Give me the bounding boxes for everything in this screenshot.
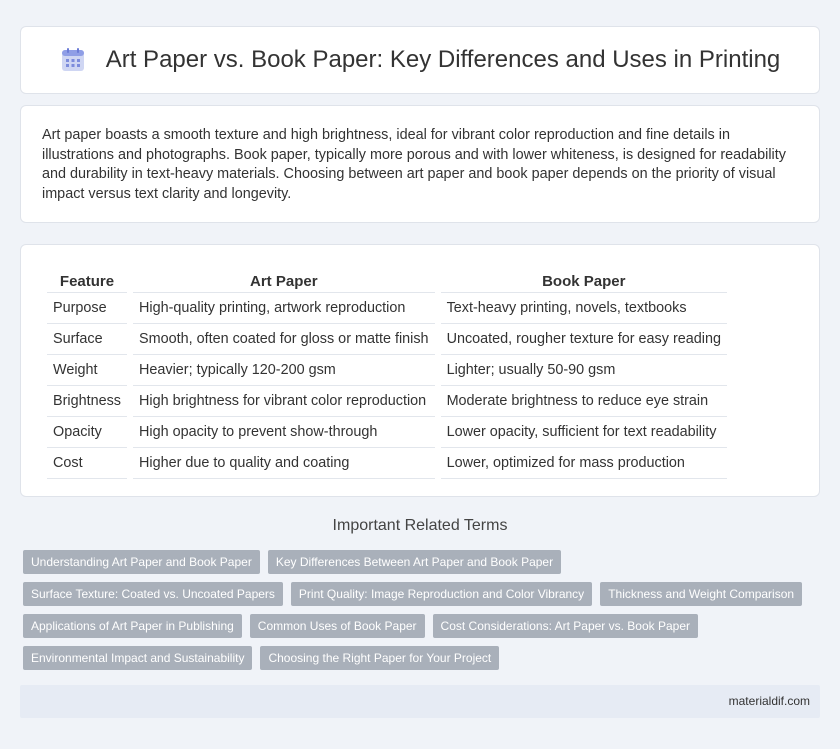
page-title: Art Paper vs. Book Paper: Key Differences and Uses in Printing (105, 46, 781, 73)
table-cell: Moderate brightness to reduce eye strain (441, 386, 727, 417)
table-cell: Surface (47, 324, 127, 355)
table-cell: Cost (47, 448, 127, 479)
table-cell: Higher due to quality and coating (133, 448, 435, 479)
column-header-book-paper: Book Paper (441, 265, 727, 293)
related-term-tag[interactable]: Surface Texture: Coated vs. Uncoated Papers (23, 582, 283, 606)
related-term-tag[interactable]: Environmental Impact and Sustainability (23, 646, 252, 670)
table-cell: Lower, optimized for mass production (441, 448, 727, 479)
table-row (47, 324, 727, 355)
related-term-tag[interactable]: Understanding Art Paper and Book Paper (23, 550, 260, 574)
comparison-card (20, 244, 820, 497)
footer (20, 685, 820, 718)
footer-site-name: materialdif.com (728, 694, 810, 708)
table-cell: Weight (47, 355, 127, 386)
header-card (20, 26, 820, 94)
related-term-tag[interactable]: Choosing the Right Paper for Your Project (260, 646, 499, 670)
table-cell: Heavier; typically 120-200 gsm (133, 355, 435, 386)
table-row (47, 355, 727, 386)
intro-card (20, 105, 820, 223)
related-term-tag[interactable]: Key Differences Between Art Paper and Book Paper (268, 550, 561, 574)
table-cell: High opacity to prevent show-through (133, 417, 435, 448)
related-term-tag[interactable]: Common Uses of Book Paper (250, 614, 425, 638)
related-terms-title: Important Related Terms (332, 517, 508, 534)
table-cell: High-quality printing, artwork reproduction (133, 293, 435, 324)
table-row (47, 293, 727, 324)
related-term-tag[interactable]: Cost Considerations: Art Paper vs. Book Paper (433, 614, 698, 638)
table-cell: Brightness (47, 386, 127, 417)
column-header-feature: Feature (47, 265, 127, 293)
related-terms-list (23, 550, 823, 670)
intro-paragraph: Art paper boasts a smooth texture and high brightness, ideal for vibrant color reproduction and fine details in illustrations and photographs. Book paper, typically more porous and with lower whiteness, is designed for readability and durability in text-heavy materials. Choosing between art paper and book paper depends on the priority of visual impact versus text clarity and longevity. (42, 127, 786, 202)
table-cell: Purpose (47, 293, 127, 324)
related-term-tag[interactable]: Print Quality: Image Reproduction and Color Vibrancy (291, 582, 592, 606)
table-row (47, 386, 727, 417)
calendar-icon (60, 47, 86, 73)
related-term-tag[interactable]: Thickness and Weight Comparison (600, 582, 802, 606)
table-cell: Lower opacity, sufficient for text readability (441, 417, 727, 448)
column-header-art-paper: Art Paper (133, 265, 435, 293)
related-term-tag[interactable]: Applications of Art Paper in Publishing (23, 614, 242, 638)
table-row (47, 417, 727, 448)
table-cell: Uncoated, rougher texture for easy reading (441, 324, 727, 355)
table-row (47, 448, 727, 479)
comparison-table (41, 265, 733, 479)
table-cell: High brightness for vibrant color reproduction (133, 386, 435, 417)
table-header-row (47, 265, 727, 293)
table-cell: Lighter; usually 50-90 gsm (441, 355, 727, 386)
table-cell: Opacity (47, 417, 127, 448)
table-cell: Smooth, often coated for gloss or matte finish (133, 324, 435, 355)
table-cell: Text-heavy printing, novels, textbooks (441, 293, 727, 324)
